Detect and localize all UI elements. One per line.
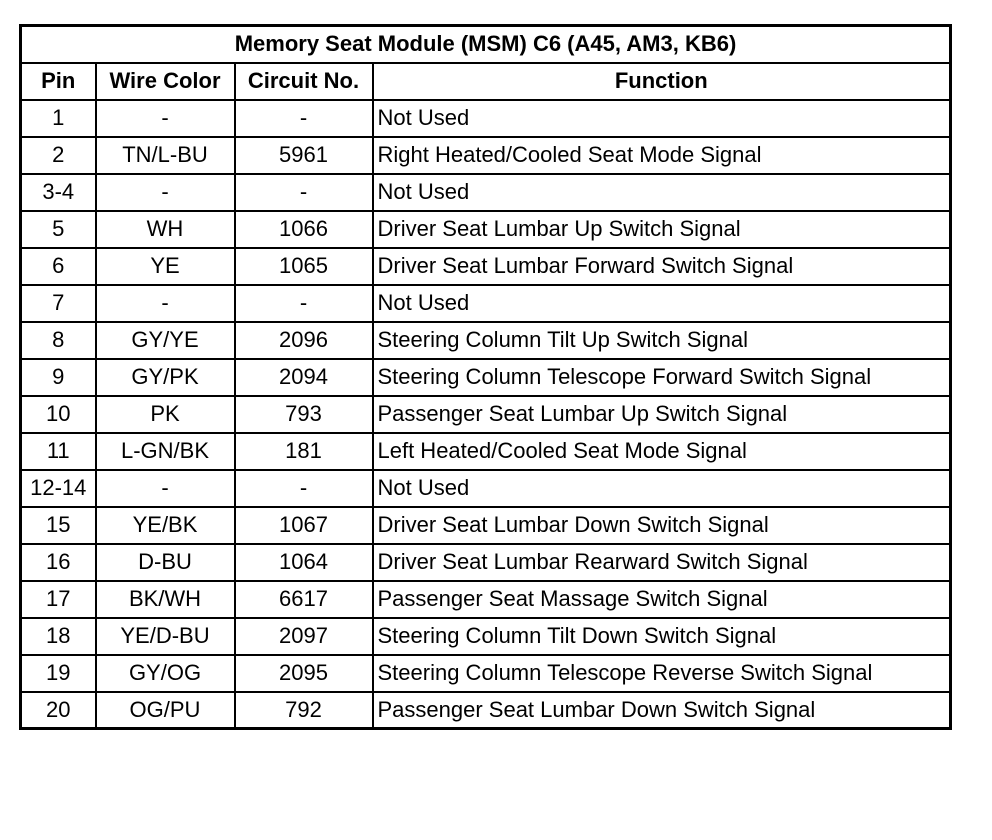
circuit-no-cell: 6617 [235,581,373,618]
function-cell: Steering Column Telescope Reverse Switch Signal [373,655,951,692]
table-row [21,581,951,618]
wire-color-cell: - [96,470,235,507]
wire-color-cell: YE [96,248,235,285]
circuit-no-cell: 1064 [235,544,373,581]
function-cell: Steering Column Telescope Forward Switch Signal [373,359,951,396]
wire-color-cell: WH [96,211,235,248]
pin-cell: 1 [21,100,96,137]
function-cell: Passenger Seat Lumbar Up Switch Signal [373,396,951,433]
wire-color-cell: - [96,174,235,211]
function-cell: Left Heated/Cooled Seat Mode Signal [373,433,951,470]
header-pin: Pin [21,63,96,100]
pin-cell: 15 [21,507,96,544]
pin-cell: 16 [21,544,96,581]
table-row [21,322,951,359]
table-row [21,655,951,692]
pin-cell: 19 [21,655,96,692]
circuit-no-cell: - [235,285,373,322]
wire-color-cell: GY/OG [96,655,235,692]
table-row [21,470,951,507]
table-row [21,248,951,285]
function-cell: Driver Seat Lumbar Down Switch Signal [373,507,951,544]
circuit-no-cell: 1067 [235,507,373,544]
function-cell: Driver Seat Lumbar Up Switch Signal [373,211,951,248]
table-row [21,285,951,322]
table-row [21,692,951,729]
table-row [21,618,951,655]
wire-color-cell: - [96,100,235,137]
table-row [21,211,951,248]
pin-cell: 18 [21,618,96,655]
circuit-no-cell: 2096 [235,322,373,359]
circuit-no-cell: 5961 [235,137,373,174]
function-cell: Driver Seat Lumbar Forward Switch Signal [373,248,951,285]
circuit-no-cell: 792 [235,692,373,729]
pin-cell: 20 [21,692,96,729]
wire-color-cell: L-GN/BK [96,433,235,470]
function-cell: Steering Column Tilt Down Switch Signal [373,618,951,655]
pin-cell: 7 [21,285,96,322]
circuit-no-cell: 2097 [235,618,373,655]
function-cell: Right Heated/Cooled Seat Mode Signal [373,137,951,174]
table-row [21,396,951,433]
wire-color-cell: GY/YE [96,322,235,359]
table-row [21,433,951,470]
wire-color-cell: YE/BK [96,507,235,544]
header-wire-color: Wire Color [96,63,235,100]
function-cell: Not Used [373,174,951,211]
wire-color-cell: GY/PK [96,359,235,396]
table-title-row [21,26,951,63]
function-cell: Not Used [373,470,951,507]
circuit-no-cell: - [235,470,373,507]
circuit-no-cell: 2095 [235,655,373,692]
wire-color-cell: YE/D-BU [96,618,235,655]
circuit-no-cell: 1066 [235,211,373,248]
pin-cell: 11 [21,433,96,470]
function-cell: Passenger Seat Lumbar Down Switch Signal [373,692,951,729]
table-row [21,507,951,544]
header-function: Function [373,63,951,100]
table-row [21,100,951,137]
circuit-no-cell: 2094 [235,359,373,396]
table-row [21,174,951,211]
wire-color-cell: D-BU [96,544,235,581]
function-cell: Not Used [373,285,951,322]
pin-cell: 6 [21,248,96,285]
pin-cell: 9 [21,359,96,396]
connector-pinout-table [19,24,952,730]
pin-cell: 12-14 [21,470,96,507]
pin-cell: 2 [21,137,96,174]
circuit-no-cell: - [235,100,373,137]
wire-color-cell: BK/WH [96,581,235,618]
function-cell: Passenger Seat Massage Switch Signal [373,581,951,618]
wire-color-cell: PK [96,396,235,433]
circuit-no-cell: 793 [235,396,373,433]
circuit-no-cell: - [235,174,373,211]
column-header-row [21,63,951,100]
wire-color-cell: - [96,285,235,322]
pin-cell: 17 [21,581,96,618]
wire-color-cell: OG/PU [96,692,235,729]
pin-cell: 3-4 [21,174,96,211]
pin-cell: 5 [21,211,96,248]
pin-cell: 8 [21,322,96,359]
pin-cell: 10 [21,396,96,433]
header-circuit-no: Circuit No. [235,63,373,100]
table-row [21,544,951,581]
table-row [21,359,951,396]
table-row [21,137,951,174]
wire-color-cell: TN/L-BU [96,137,235,174]
function-cell: Not Used [373,100,951,137]
circuit-no-cell: 181 [235,433,373,470]
table-title: Memory Seat Module (MSM) C6 (A45, AM3, KB6) [21,26,951,63]
circuit-no-cell: 1065 [235,248,373,285]
function-cell: Steering Column Tilt Up Switch Signal [373,322,951,359]
table-body [21,100,951,729]
function-cell: Driver Seat Lumbar Rearward Switch Signal [373,544,951,581]
